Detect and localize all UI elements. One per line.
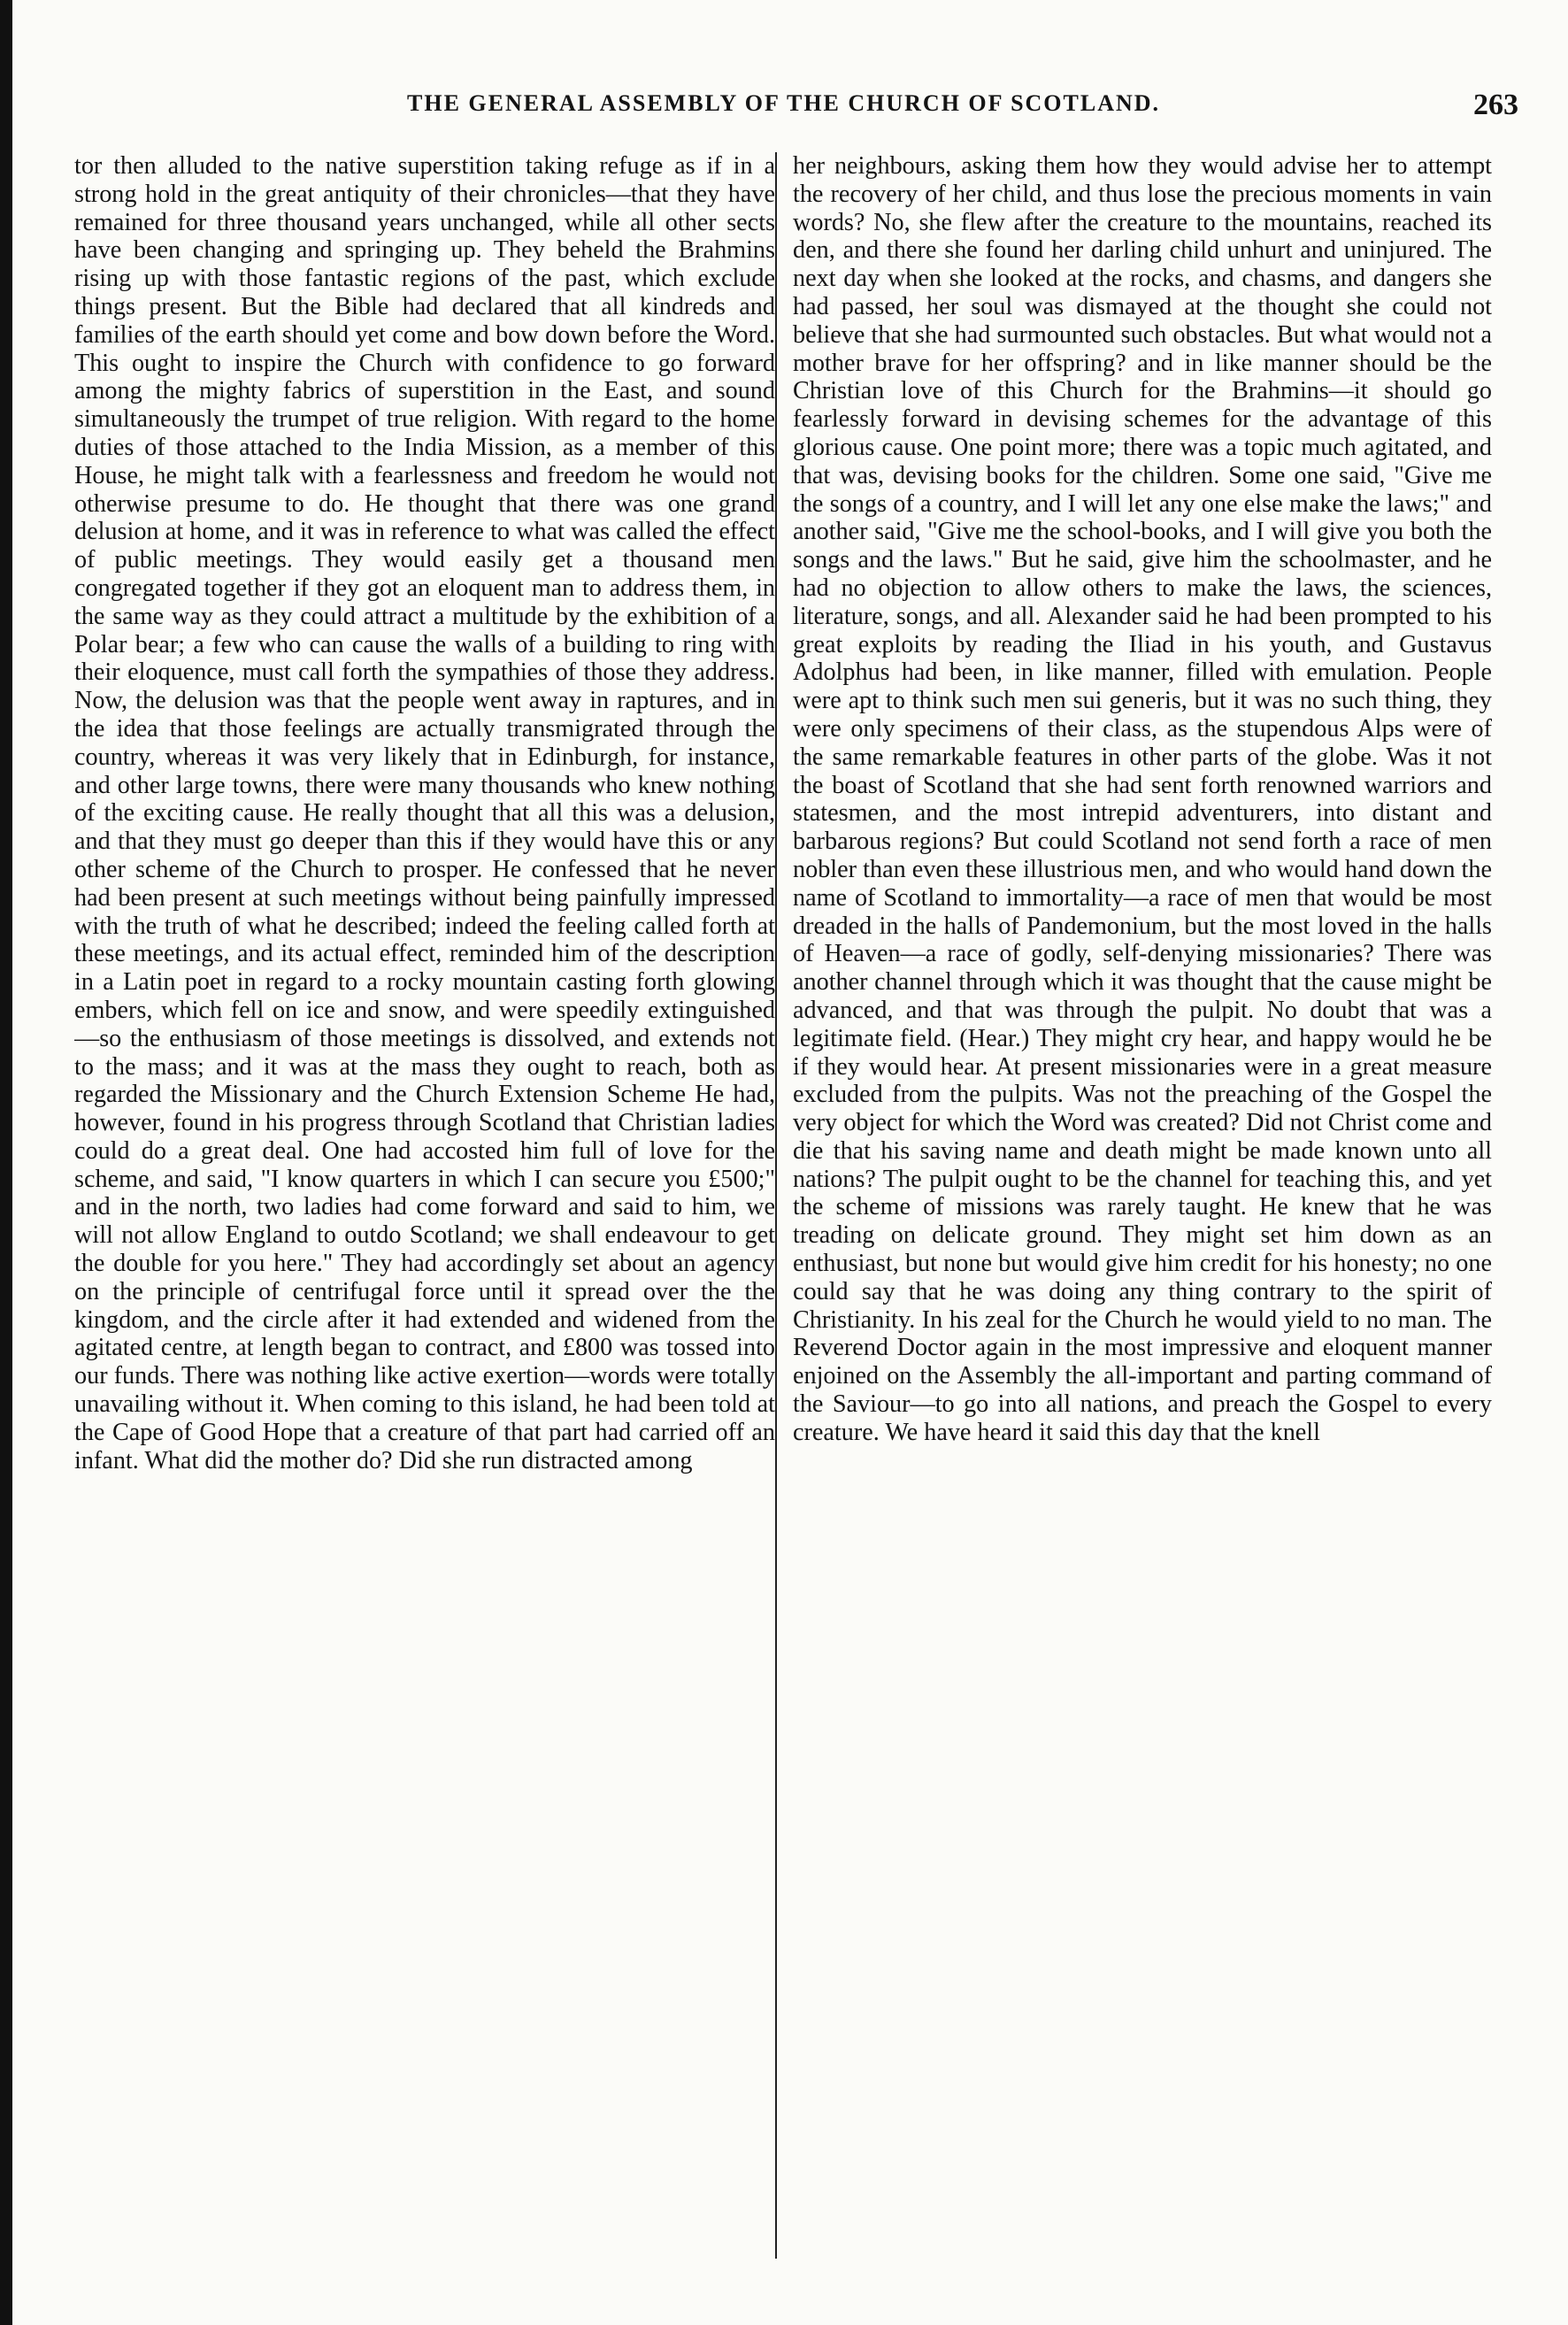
page-header	[53, 89, 1540, 127]
right-column-text: her neighbours, asking them how they would advise her to attempt the recovery of her child, and thus lose the precious moments in vain words? No, she flew after the creature to the mountains, reached its den, and there she found her darling child unhurt and uninjured. The next day when she looked at the rocks, and chasms, and dangers she had passed, her soul was dismayed at the thought she could not believe that she had surmounted such obstacles. But what would not a mother brave for her offspring? and in like manner should be the Christian love of this Church for the Brahmins—it should go fearlessly forward in devising schemes for the advantage of this glorious cause. One point more; there was a topic much agitated, and that was, devising books for the children. Some one said, "Give me the songs of a country, and I will let any one else make the laws;" and another said, "Give me the school-books, and I will give you both the songs and the laws." But he said, give him the schoolmaster, and he had no objection to allow others to make the laws, the sciences, literature, songs, and all. Alexander said he had been prompted to his great exploits by reading the Iliad in his youth, and Gustavus Adolphus had been, in like manner, filled with emulation. People were apt to think such men sui generis, but it was no such thing, they were only specimens of their class, as the stupendous Alps were of the same remarkable features in other parts of the globe. Was it not the boast of Scotland that she had sent forth renowned warriors and statesmen, and the most intrepid adventurers, into distant and barbarous regions? But could Scotland not send forth a race of men nobler than even these illustrious men, and who would hand down the name of Scotland to immortality—a race of men that would be most dreaded in the halls of Pandemonium, but the most loved in the halls of Heaven—a race of godly, self-denying missionaries? There was another channel through which it was thought that the cause might be advanced, and that was through the pulpit. No doubt that was a legitimate field. (Hear.) They might cry hear, and happy would he be if they would hear. At present missionaries were in a great measure excluded from the pulpits. Was not the preaching of the Gospel the very object for which the Word was created? Did not Christ come and die that his saving name and death might be made known unto all nations? The pulpit ought to be the channel for teaching this, and yet the scheme of missions was rarely taught. He knew that he was treading on delicate ground. They might set him down as an enthusiast, but none but would give him credit for his honesty; no one could say that he was doing any thing contrary to the spirit of Christianity. In his zeal for the Church he would yield to no man. The Reverend Doctor again in the most impressive and eloquent manner enjoined on the Assembly the all-important and parting command of the Saviour—to go into all nations, and preach the Gospel to every creature. We have heard it said this day that the knell	[793, 152, 1492, 1446]
running-head: THE GENERAL ASSEMBLY OF THE CHURCH OF SCOTLAND.	[407, 90, 1161, 116]
right-column	[793, 152, 1492, 2276]
binding-edge	[0, 0, 12, 2325]
left-column-text: tor then alluded to the native superstition taking refuge as if in a strong hold in the great antiquity of their chronicles—that they have remained for three thousand years unchanged, while all other sects have been changing and springing up. They beheld the Brahmins rising up with those fantastic regions of the past, which exclude things present. But the Bible had declared that all kindreds and families of the earth should yet come and bow down before the Word. This ought to inspire the Church with confidence to go forward among the mighty fabrics of superstition in the East, and sound simultaneously the trumpet of true religion. With regard to the home duties of those attached to the India Mission, as a member of this House, he might talk with a fearlessness and freedom he would not otherwise presume to do. He thought that there was one grand delusion at home, and it was in reference to what was called the effect of public meetings. They would easily get a thousand men congregated together if they got an eloquent man to address them, in the same way as they could attract a multitude by the exhibition of a Polar bear; a few who can cause the walls of a building to ring with their eloquence, must call forth the sympathies of those they address. Now, the delusion was that the people went away in raptures, and in the idea that those feelings are actually transmigrated through the country, whereas it was very likely that in Edinburgh, for instance, and other large towns, there were many thousands who knew nothing of the exciting cause. He really thought that all this was a delusion, and that they must go deeper than this if they would have this or any other scheme of the Church to prosper. He confessed that he never had been present at such meetings without being painfully impressed with the truth of what he described; indeed the feeling called forth at these meetings, and its actual effect, reminded him of the description in a Latin poet in regard to a rocky mountain casting forth glowing embers, which fell on ice and snow, and were speedily extinguished—so the enthusiasm of those meetings is dissolved, and extends not to the mass; and it was at the mass they ought to reach, both as regarded the Missionary and the Church Extension Scheme He had, however, found in his progress through Scotland that Christian ladies could do a great deal. One had accosted him full of love for the scheme, and said, "I know quarters in which I can secure you £500;" and in the north, two ladies had come forward and said to him, we will not allow England to outdo Scotland; we shall endeavour to get the double for you here." They had accordingly set about an agency on the principle of centrifugal force until it spread over the the kingdom, and the circle after it had extended and widened from the agitated centre, at length began to contract, and £800 was tossed into our funds. There was nothing like active exertion—words were totally unavailing without it. When coming to this island, he had been told at the Cape of Good Hope that a creature of that part had carried off an infant. What did the mother do? Did she run distracted among	[74, 152, 775, 1474]
left-column	[74, 152, 775, 2276]
column-divider	[775, 152, 777, 2259]
page-number: 263	[1473, 89, 1518, 121]
